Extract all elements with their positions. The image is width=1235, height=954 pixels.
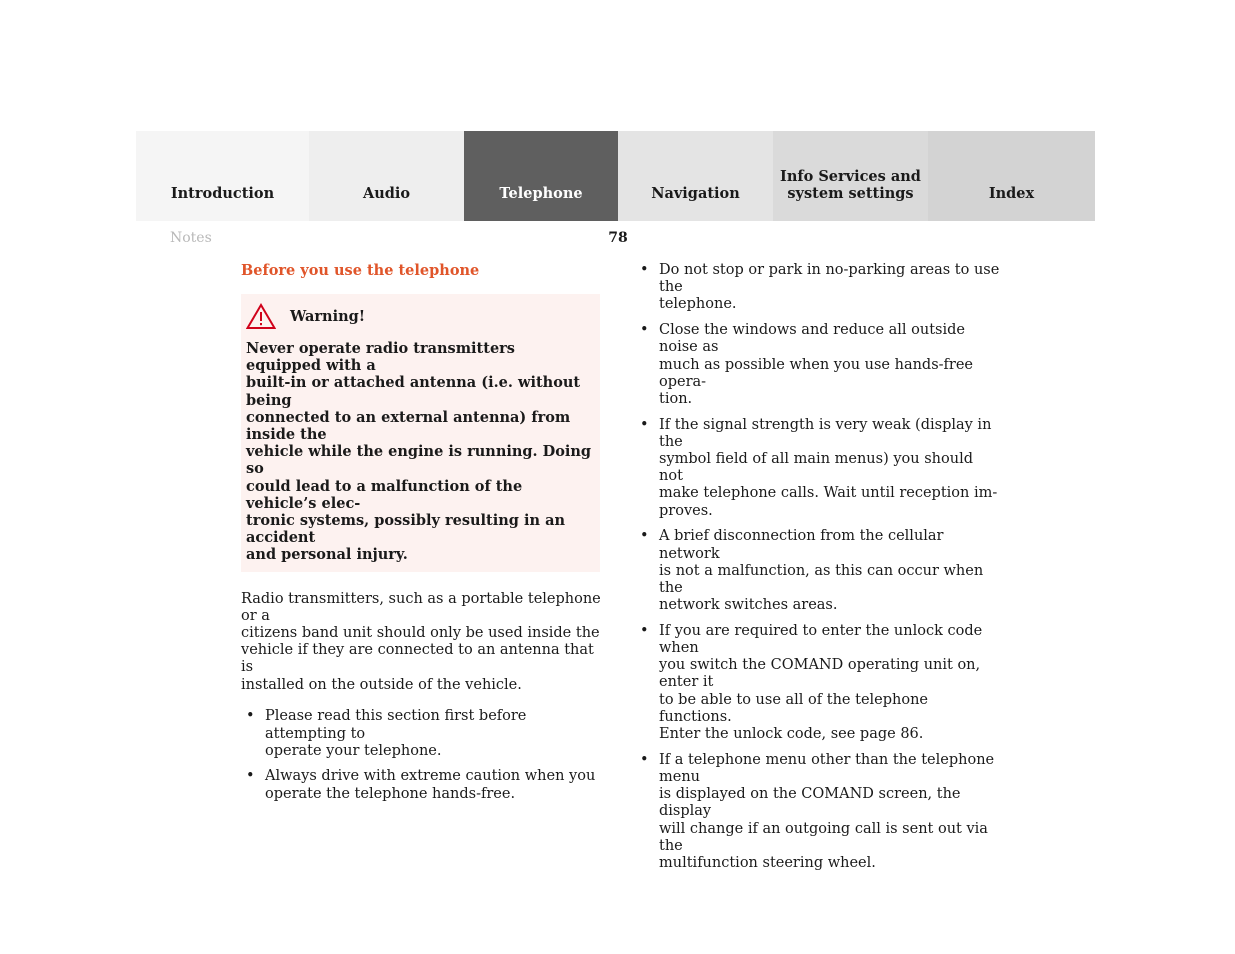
warning-title: Warning!: [290, 307, 366, 325]
tab-label: Info Services and system settings: [780, 168, 921, 202]
left-column: [241, 262, 601, 803]
list-item-text: If a telephone menu other than the telephone menu is displayed on the COMAND screen, the display will change if an outgoing call is sent out via the multifunction steering wheel.: [659, 751, 995, 871]
tab-label: Navigation: [651, 185, 740, 202]
list-item: [640, 623, 1000, 743]
page-number: 78: [608, 230, 628, 246]
list-item-text: Always drive with extreme caution when you operate the telephone hands-free.: [265, 768, 596, 802]
list-item: [640, 417, 1000, 520]
bullet-icon: •: [640, 262, 649, 278]
section-heading: Before you use the telephone: [241, 262, 480, 279]
bullet-icon: •: [640, 751, 649, 768]
tab-label: Index: [988, 185, 1035, 202]
warning-header: [246, 302, 595, 330]
right-column: [640, 262, 1000, 872]
body-paragraph: Radio transmitters, such as a portable telephone or a citizens band unit should only be used inside the vehicle if they are connected to an antenna that is installed on the outside of the vehicle.: [241, 590, 601, 693]
list-item: [640, 262, 1000, 314]
section-label: Notes: [170, 230, 212, 246]
list-item: [640, 528, 1000, 614]
tab-info-services[interactable]: [773, 131, 928, 221]
right-bullet-list: [640, 262, 1000, 872]
list-item-text: A brief disconnection from the cellular network is not a malfunction, as this can occur when the network switches areas.: [659, 528, 984, 614]
tab-audio[interactable]: [309, 131, 464, 221]
bullet-icon: •: [640, 622, 649, 639]
tab-label: Introduction: [170, 185, 275, 202]
bullet-icon: •: [246, 768, 255, 785]
tab-telephone[interactable]: [464, 131, 618, 221]
warning-triangle-icon: [246, 303, 276, 330]
list-item: [241, 768, 601, 802]
chapter-tabs: [136, 131, 1095, 221]
tab-label: Telephone: [499, 185, 583, 202]
tab-introduction[interactable]: [136, 131, 309, 221]
list-item-text: Please read this section first before attempting to operate your telephone.: [265, 708, 527, 759]
warning-box: [241, 294, 600, 572]
bullet-icon: •: [640, 528, 649, 545]
list-item: [241, 708, 601, 760]
list-item-text: Close the windows and reduce all outside noise as much as possible when you use hands-free opera- tion.: [659, 322, 974, 407]
list-item-text: If you are required to enter the unlock code when you switch the COMAND operating unit on, enter it to be able to use all of the telephone functions. Enter the unlock code, see page 86.: [659, 622, 983, 743]
tab-label: Audio: [362, 185, 411, 202]
warning-text: Never operate radio transmitters equipped with a built-in or attached antenna (i.e. without being connected to an external antenna) from inside the vehicle while the engine is running. Doing so could lead to a malfunction of the vehicle’s elec- tronic systems, possibly resulting in an accident and personal injury.: [246, 340, 592, 564]
left-bullet-list: [241, 708, 601, 803]
list-item: [640, 322, 1000, 408]
list-item-text: If the signal strength is very weak (display in the symbol field of all main menus) you should not make telephone calls. Wait until reception im- proves.: [659, 416, 998, 519]
bullet-icon: •: [640, 416, 649, 433]
bullet-icon: •: [246, 708, 255, 725]
list-item-text: Do not stop or park in no-parking areas to use the telephone.: [659, 262, 1000, 313]
list-item: [640, 752, 1000, 872]
tab-index[interactable]: [928, 131, 1095, 221]
tab-navigation[interactable]: [618, 131, 773, 221]
bullet-icon: •: [640, 322, 649, 339]
